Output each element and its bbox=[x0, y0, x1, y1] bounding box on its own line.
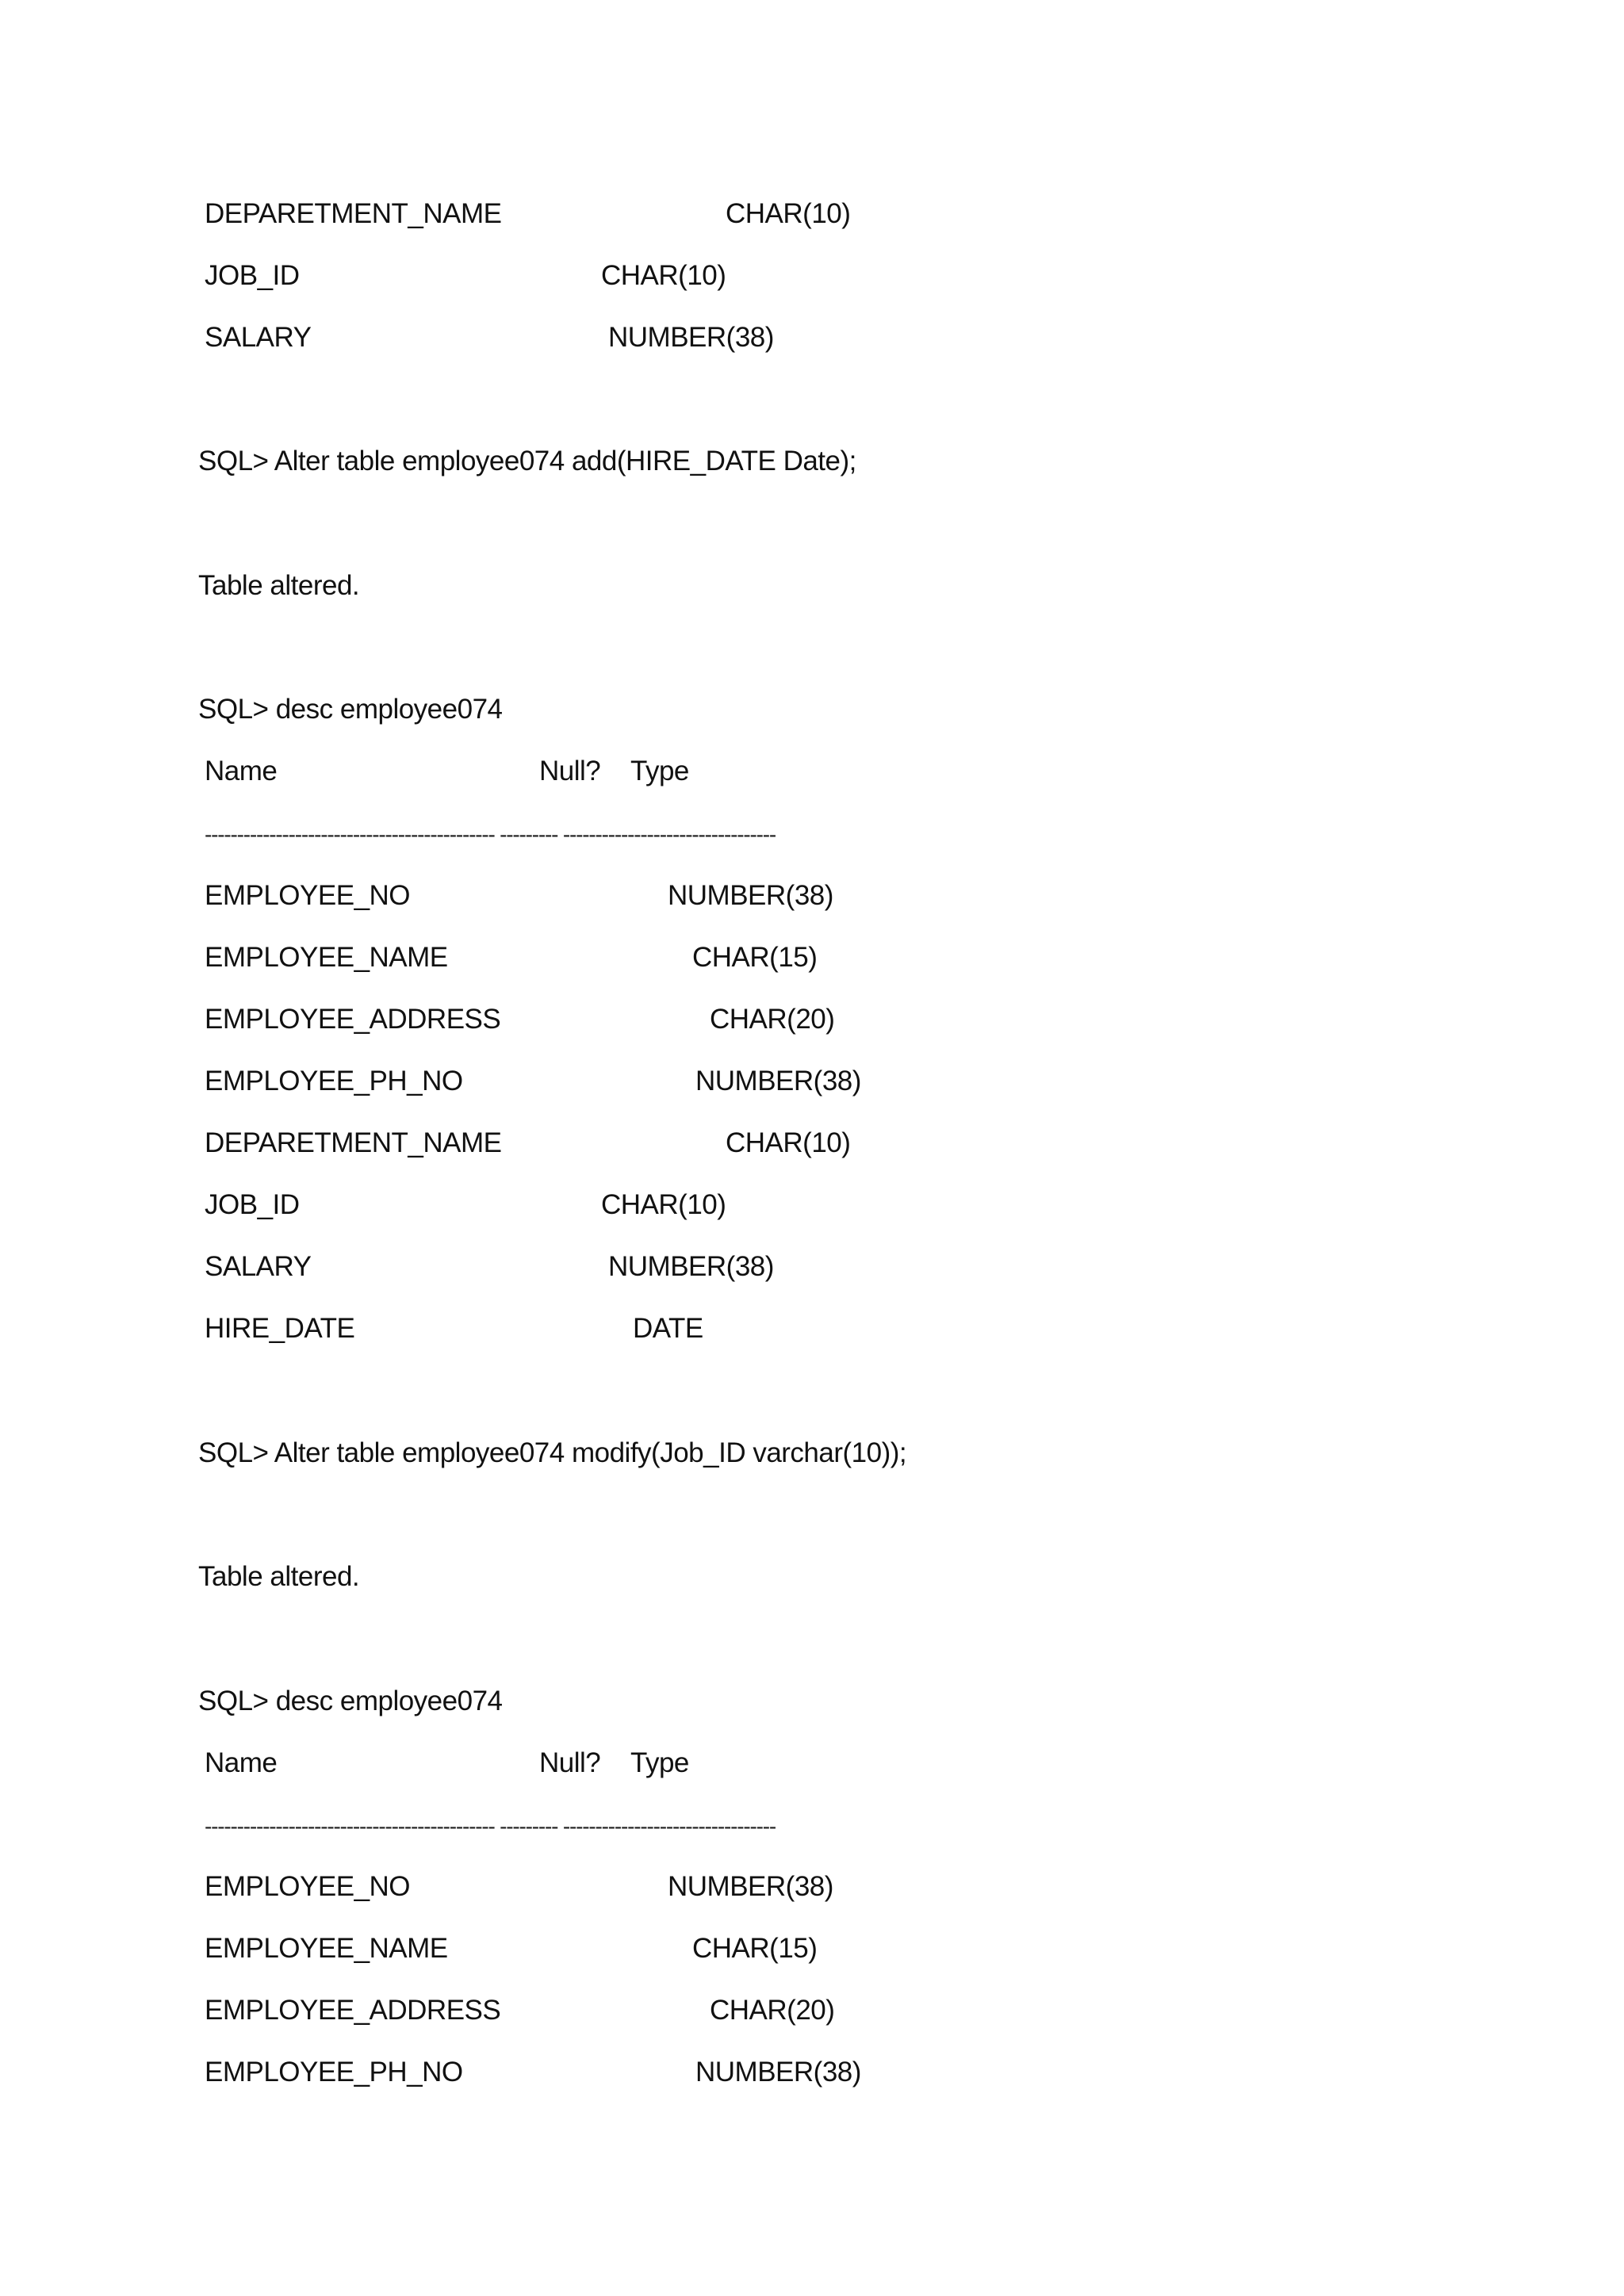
column-name: EMPLOYEE_NAME bbox=[205, 1933, 448, 1964]
sql-result: Table altered. bbox=[198, 570, 360, 601]
column-name: SALARY bbox=[205, 1251, 312, 1282]
column-name: HIRE_DATE bbox=[205, 1313, 355, 1344]
sql-result: Table altered. bbox=[198, 1561, 360, 1592]
column-type: CHAR(10) bbox=[601, 260, 726, 291]
column-type: DATE bbox=[633, 1313, 703, 1344]
column-type: CHAR(10) bbox=[601, 1189, 726, 1220]
column-name: EMPLOYEE_NO bbox=[205, 1871, 411, 1902]
header-null: Null? bbox=[539, 1747, 601, 1778]
header-name: Name bbox=[205, 756, 278, 786]
column-type: CHAR(20) bbox=[710, 1995, 835, 2026]
header-name: Name bbox=[205, 1747, 278, 1778]
column-type: NUMBER(38) bbox=[608, 1251, 774, 1282]
header-type: Type bbox=[630, 756, 689, 786]
column-type: CHAR(15) bbox=[692, 942, 818, 973]
column-name: EMPLOYEE_PH_NO bbox=[205, 2057, 463, 2087]
column-type: NUMBER(38) bbox=[668, 1871, 833, 1902]
header-separator: --------------------------------------------- --------- --------------------------------- bbox=[205, 1814, 776, 1839]
column-type: CHAR(10) bbox=[726, 198, 851, 229]
column-name: EMPLOYEE_NO bbox=[205, 880, 411, 911]
column-name: SALARY bbox=[205, 322, 312, 353]
column-type: CHAR(15) bbox=[692, 1933, 818, 1964]
column-type: CHAR(10) bbox=[726, 1127, 851, 1158]
column-type: NUMBER(38) bbox=[668, 880, 833, 911]
sql-command: SQL> Alter table employee074 modify(Job_ID varchar(10)); bbox=[198, 1437, 907, 1468]
sql-command: SQL> desc employee074 bbox=[198, 694, 503, 725]
header-type: Type bbox=[630, 1747, 689, 1778]
column-type: NUMBER(38) bbox=[608, 322, 774, 353]
sql-command: SQL> desc employee074 bbox=[198, 1686, 503, 1716]
column-name: JOB_ID bbox=[205, 1189, 300, 1220]
column-type: NUMBER(38) bbox=[695, 1066, 861, 1096]
sql-command: SQL> Alter table employee074 add(HIRE_DATE Date); bbox=[198, 446, 856, 476]
header-separator: --------------------------------------------- --------- --------------------------------- bbox=[205, 822, 776, 847]
column-type: CHAR(20) bbox=[710, 1004, 835, 1035]
column-name: EMPLOYEE_PH_NO bbox=[205, 1066, 463, 1096]
column-name: JOB_ID bbox=[205, 260, 300, 291]
column-name: EMPLOYEE_ADDRESS bbox=[205, 1995, 501, 2026]
column-name: EMPLOYEE_NAME bbox=[205, 942, 448, 973]
column-name: EMPLOYEE_ADDRESS bbox=[205, 1004, 501, 1035]
column-type: NUMBER(38) bbox=[695, 2057, 861, 2087]
column-name: DEPARETMENT_NAME bbox=[205, 198, 502, 229]
header-null: Null? bbox=[539, 756, 601, 786]
column-name: DEPARETMENT_NAME bbox=[205, 1127, 502, 1158]
